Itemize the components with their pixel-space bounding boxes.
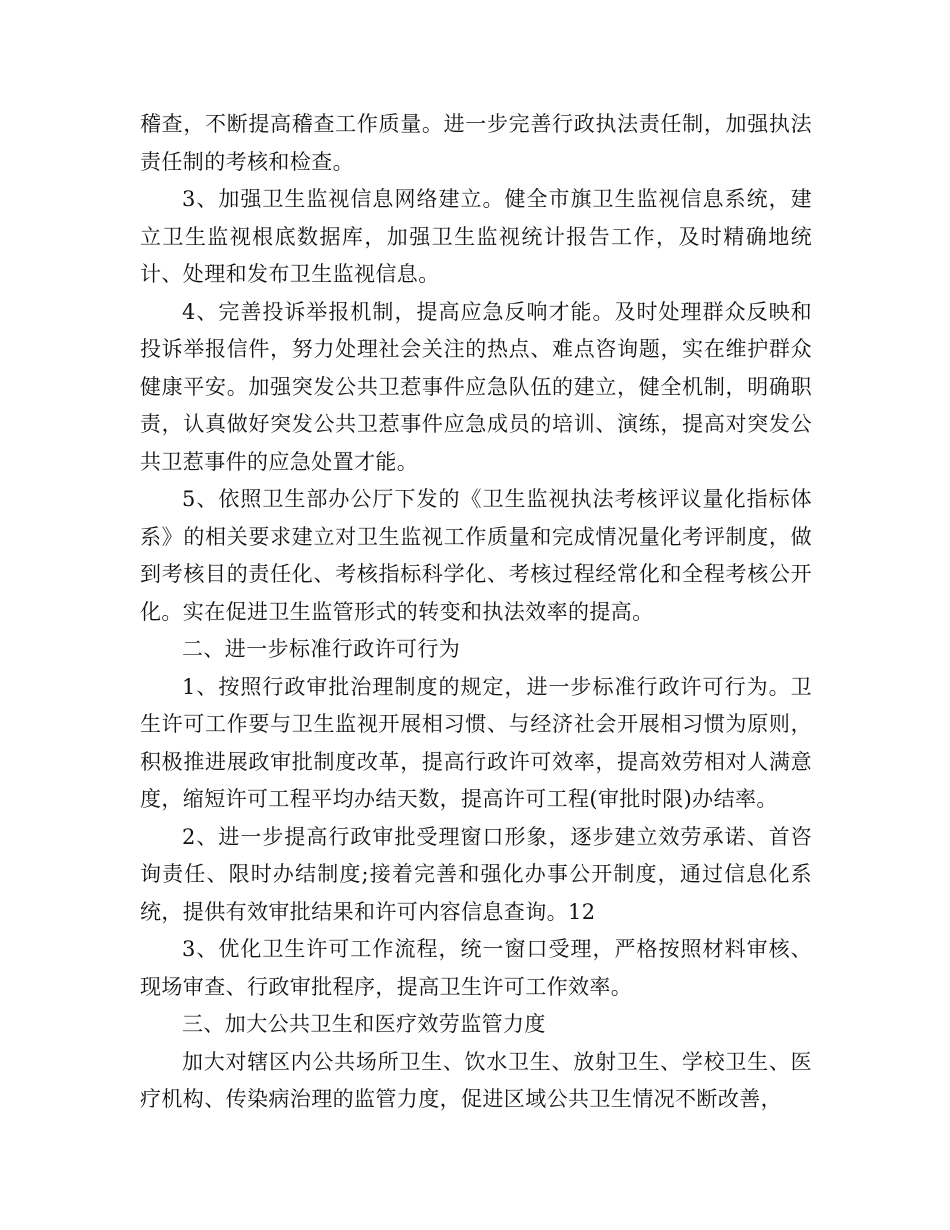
paragraph-section2-item-2: 2、进一步提高行政审批受理窗口形象，逐步建立效劳承诺、首咨询责任、限时办结制度;接着完善和强化办事公开制度，通过信息化系统，提供有效审批结果和许可内容信息查询。12 [140,824,812,924]
paragraph-section3-intro: 加大对辖区内公共场所卫生、饮水卫生、放射卫生、学校卫生、医疗机构、传染病治理的监管力度，促进区域公共卫生情况不断改善， [140,1049,812,1111]
paragraph-item-3: 3、加强卫生监视信息网络建立。健全市旗卫生监视信息系统，建立卫生监视根底数据库，加强卫生监视统计报告工作，及时精确地统计、处理和发布卫生监视信息。 [140,187,812,286]
paragraph-section2-item-1: 1、按照行政审批治理制度的规定，进一步标准行政许可行为。卫生许可工作要与卫生监视开展相习惯、与经济社会开展相习惯为原则，积极推进展政审批制度改革，提高行政许可效率，提高效劳相对人满意度，缩短许可工程平均办结天数，提高许可工程(审批时限)办结率。 [140,674,812,811]
paragraph-section2-item-3: 3、优化卫生许可工作流程，统一窗口受理，严格按照材料审核、现场审查、行政审批程序，提高卫生许可工作效率。 [140,937,812,999]
paragraph-continuation: 稽查，不断提高稽查工作质量。进一步完善行政执法责任制，加强执法责任制的考核和检查。 [140,112,812,174]
paragraph-item-5: 5、依照卫生部办公厅下发的《卫生监视执法考核评议量化指标体系》的相关要求建立对卫生监视工作质量和完成情况量化考评制度，做到考核目的责任化、考核指标科学化、考核过程经常化和全程考核公开化。实在促进卫生监管形式的转变和执法效率的提高。 [140,487,812,624]
paragraph-item-4: 4、完善投诉举报机制，提高应急反响才能。及时处理群众反映和投诉举报信件，努力处理社会关注的热点、难点咨询题，实在维护群众健康平安。加强突发公共卫惹事件应急队伍的建立，健全机制，明确职责，认真做好突发公共卫惹事件应急成员的培训、演练，提高对突发公共卫惹事件的应急处置才能。 [140,299,812,474]
document-body [140,106,812,1119]
section-heading-3: 三、加大公共卫生和医疗效劳监管力度 [182,1012,546,1036]
section-heading-2: 二、进一步标准行政许可行为 [182,637,461,661]
